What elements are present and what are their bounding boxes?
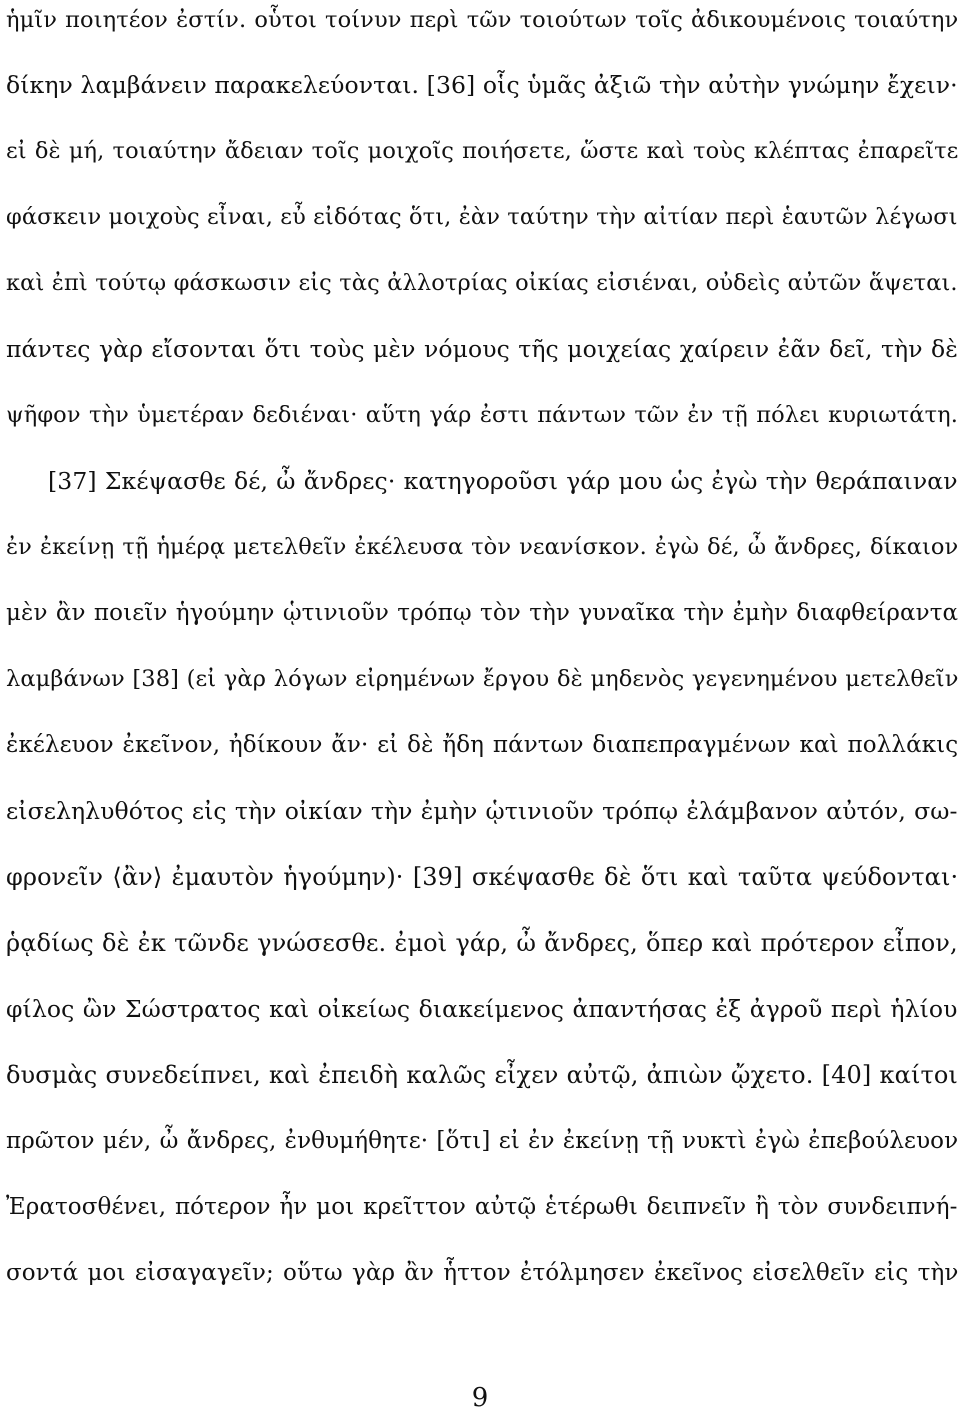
page-number: 9 (471, 1383, 489, 1413)
text-line-4: φάσκειν μοιχοὺς εἶναι, εὖ εἰδότας ὅτι, ἐὰν ταύτην τὴν αἰτίαν περὶ ἑαυτῶν λέγωσι (6, 204, 958, 230)
text-line-18: πρῶτον μέν, ὦ ἄνδρες, ἐνθυμήθητε· [ὅτι] εἰ ἐν ἐκείνῃ τῇ νυκτὶ ἐγὼ ἐπεβούλευον (6, 1128, 959, 1154)
text-line-9: ἐν ἐκείνῃ τῇ ἡμέρᾳ μετελθεῖν ἐκέλευσα τὸν νεανίσκον. ἐγὼ δέ, ὦ ἄνδρες, δίκαιον (6, 534, 959, 560)
text-line-13: εἰσεληλυθότος εἰς τὴν οἰκίαν τὴν ἐμὴν ᾡτινιοῦν τρόπῳ ἐλάμβανον αὐτόν, σω- (6, 797, 958, 825)
text-line-15: ῥᾳδίως δὲ ἐκ τῶνδε γνώσεσθε. ἐμοὶ γάρ, ὦ ἄνδρες, ὅπερ καὶ πρότερον εἶπον, (6, 929, 958, 957)
text-line-2: δίκην λαμβάνειν παρακελεύονται. [36] οἷς ὑμᾶς ἀξιῶ τὴν αὐτὴν γνώμην ἔχειν· (6, 71, 958, 99)
text-line-3: εἰ δὲ μή, τοιαύτην ἄδειαν τοῖς μοιχοῖς ποιήσετε, ὥστε καὶ τοὺς κλέπτας ἐπαρεῖτε (6, 138, 959, 164)
text-line-19: Ἐρατοσθένει, πότερον ἦν μοι κρεῖττον αὐτῷ ἑτέρωθι δειπνεῖν ἢ τὸν συνδειπνή- (6, 1194, 958, 1220)
text-line-17: δυσμὰς συνεδείπνει, καὶ ἐπειδὴ καλῶς εἶχεν αὐτῷ, ἀπιὼν ᾤχετο. [40] καίτοι (6, 1061, 958, 1089)
text-line-20: σοντά μοι εἰσαγαγεῖν; οὕτω γὰρ ἂν ἧττον ἐτόλμησεν ἐκεῖνος εἰσελθεῖν εἰς τὴν (6, 1260, 959, 1286)
text-line-11: λαμβάνων [38] (εἰ γὰρ λόγων εἰρημένων ἔργου δὲ μηδενὸς γεγενημένου μετελθεῖν (6, 666, 959, 692)
text-line-14: φρονεῖν ⟨ἂν⟩ ἐμαυτὸν ἡγούμην)· [39] σκέψασθε δὲ ὅτι καὶ ταῦτα ψεύδονται· (6, 863, 959, 891)
text-line-16: φίλος ὢν Σώστρατος καὶ οἰκείως διακείμενος ἀπαντήσας ἐξ ἀγροῦ περὶ ἡλίου (6, 995, 958, 1023)
text-line-8: [37] Σκέψασθε δέ, ὦ ἄνδρες· κατηγοροῦσι γάρ μου ὡς ἐγὼ τὴν θεράπαιναν (48, 467, 958, 495)
text-line-1: ἡμῖν ποιητέον ἐστίν. οὗτοι τοίνυν περὶ τῶν τοιούτων τοῖς ἀδικουμένοις τοιαύτην (6, 7, 959, 33)
text-line-6: πάντες γὰρ εἴσονται ὅτι τοὺς μὲν νόμους τῆς μοιχείας χαίρειν ἐᾶν δεῖ, τὴν δὲ (6, 335, 959, 363)
text-line-12: ἐκέλευον ἐκεῖνον, ἠδίκουν ἄν· εἰ δὲ ἤδη πάντων διαπεπραγμένων καὶ πολλάκις (6, 732, 959, 758)
text-line-5: καὶ ἐπὶ τούτῳ φάσκωσιν εἰς τὰς ἀλλοτρίας οἰκίας εἰσιέναι, οὐδεὶς αὐτῶν ἅψεται. (6, 270, 958, 296)
text-line-7: ψῆφον τὴν ὑμετέραν δεδιέναι· αὕτη γάρ ἐστι πάντων τῶν ἐν τῇ πόλει κυριωτάτη. (6, 402, 958, 428)
text-line-10: μὲν ἂν ποιεῖν ἡγούμην ᾡτινιοῦν τρόπῳ τὸν τὴν γυναῖκα τὴν ἐμὴν διαφθείραντα (6, 600, 959, 626)
